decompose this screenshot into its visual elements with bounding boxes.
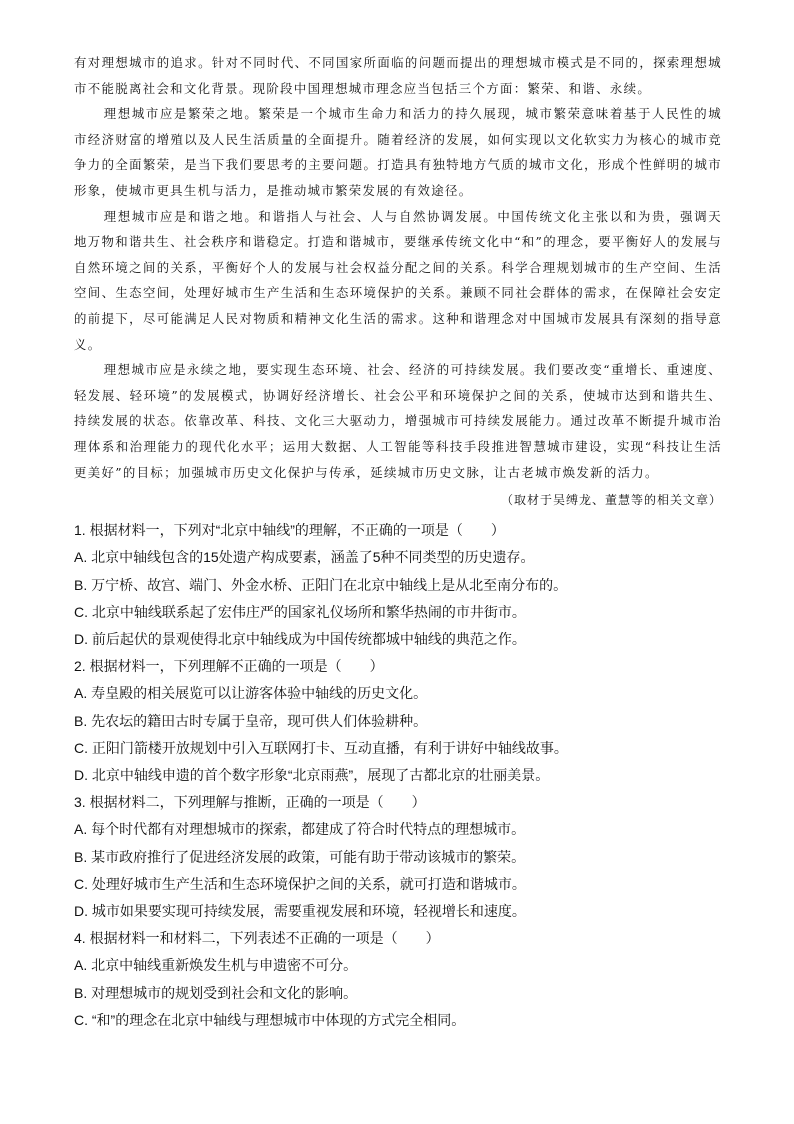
passage-paragraph: 理想城市应是和谐之地。和谐指人与社会、人与自然协调发展。中国传统文化主张以和为贵，强调天地万物和谐共生、社会秩序和谐稳定。打造和谐城市，要继承传统文化中“和”的理念，要平衡好人的发展与自然环境之间的关系，平衡好个人的发展与社会权益分配之间的关系。科学合理规划城市的生产空间、生活空间、生态空间，处理好城市生产生活和生态环境保护的关系。兼顾不同社会群体的需求，在保障社会安定的前提下，尽可能满足人民对物质和精神文化生活的需求。这种和谐理念对中国城市发展具有深刻的指导意义。: [74, 208, 722, 352]
passage-paragraph: 理想城市应是永续之地，要实现生态环境、社会、经济的可持续发展。我们要改变“重增长、重速度、轻发展、轻环境”的发展模式，协调好经济增长、社会公平和环境保护之间的关系，使城市达到和谐共生、持续发展的状态。依靠改革、科技、文化三大驱动力，增强城市可持续发展能力。通过改革不断提升城市治理体系和治理能力的现代化水平；运用大数据、人工智能等科技手段推进智慧城市建设，实现“科技让生活更美好”的目标；加强城市历史文化保护与传承，延续城市历史文脉，让古老城市焕发新的活力。: [74, 362, 722, 480]
question-stem: 2. 根据材料一，下列理解不正确的一项是（ ）: [74, 658, 384, 675]
option-d: D. 前后起伏的景观使得北京中轴线成为中国传统都城中轴线的典范之作。: [74, 630, 526, 647]
option-a: A. 每个时代都有对理想城市的探索，都建成了符合时代特点的理想城市。: [74, 821, 526, 838]
option-a: A. 北京中轴线包含的15处遗产构成要素，涵盖了5种不同类型的历史遗存。: [74, 549, 535, 566]
question-3: [74, 789, 722, 925]
question-stem: 3. 根据材料二，下列理解与推断，正确的一项是（ ）: [74, 794, 426, 811]
reading-passage: [74, 50, 722, 485]
question-stem: 1. 根据材料一，下列对“北京中轴线”的理解，不正确的一项是（ ）: [74, 522, 505, 539]
option-b: B. 万宁桥、故宫、端门、外金水桥、正阳门在北京中轴线上是从北至南分布的。: [74, 576, 568, 593]
question-4: [74, 925, 722, 1034]
question-list: [74, 517, 722, 1034]
option-c: C. “和”的理念在北京中轴线与理想城市中体现的方式完全相同。: [74, 1011, 466, 1028]
exam-page: [74, 50, 722, 1034]
option-b: B. 先农坛的籍田古时专属于皇帝，现可供人们体验耕种。: [74, 712, 428, 729]
passage-paragraph: 理想城市应是繁荣之地。繁荣是一个城市生命力和活力的持久展现，城市繁荣意味着基于人民性的城市经济财富的增殖以及人民生活质量的全面提升。随着经济的发展，如何实现以文化软实力为核心的城市竞争力的全面繁荣，是当下我们要思考的主要问题。打造具有独特地方气质的城市文化，形成个性鲜明的城市形象，使城市更具生机与活力，是推动城市繁荣发展的有效途径。: [74, 106, 722, 198]
option-a: A. 寿皇殿的相关展览可以让游客体验中轴线的历史文化。: [74, 685, 428, 702]
option-d: D. 城市如果要实现可持续发展，需要重视发展和环境，轻视增长和速度。: [74, 902, 526, 919]
option-c: C. 处理好城市生产生活和生态环境保护之间的关系，就可打造和谐城市。: [74, 875, 526, 892]
question-stem: 4. 根据材料一和材料二，下列表述不正确的一项是（ ）: [74, 930, 440, 947]
source-citation: （取材于吴缚龙、董慧等的相关文章）: [500, 493, 722, 508]
question-1: [74, 517, 722, 653]
option-c: C. 北京中轴线联系起了宏伟庄严的国家礼仪场所和繁华热闹的市井街市。: [74, 603, 526, 620]
option-c: C. 正阳门箭楼开放规划中引入互联网打卡、互动直播，有利于讲好中轴线故事。: [74, 739, 568, 756]
option-d: D. 北京中轴线申遗的首个数字形象“北京雨燕”，展现了古都北京的壮丽美景。: [74, 766, 550, 783]
option-b: B. 某市政府推行了促进经济发展的政策，可能有助于带动该城市的繁荣。: [74, 848, 526, 865]
question-2: [74, 653, 722, 789]
option-b: B. 对理想城市的规划受到社会和文化的影响。: [74, 984, 358, 1001]
option-a: A. 北京中轴线重新焕发生机与申遗密不可分。: [74, 957, 358, 974]
passage-paragraph: 有对理想城市的追求。针对不同时代、不同国家所面临的问题而提出的理想城市模式是不同的，探索理想城市不能脱离社会和文化背景。现阶段中国理想城市理念应当包括三个方面：繁荣、和谐、永续。: [74, 55, 722, 96]
